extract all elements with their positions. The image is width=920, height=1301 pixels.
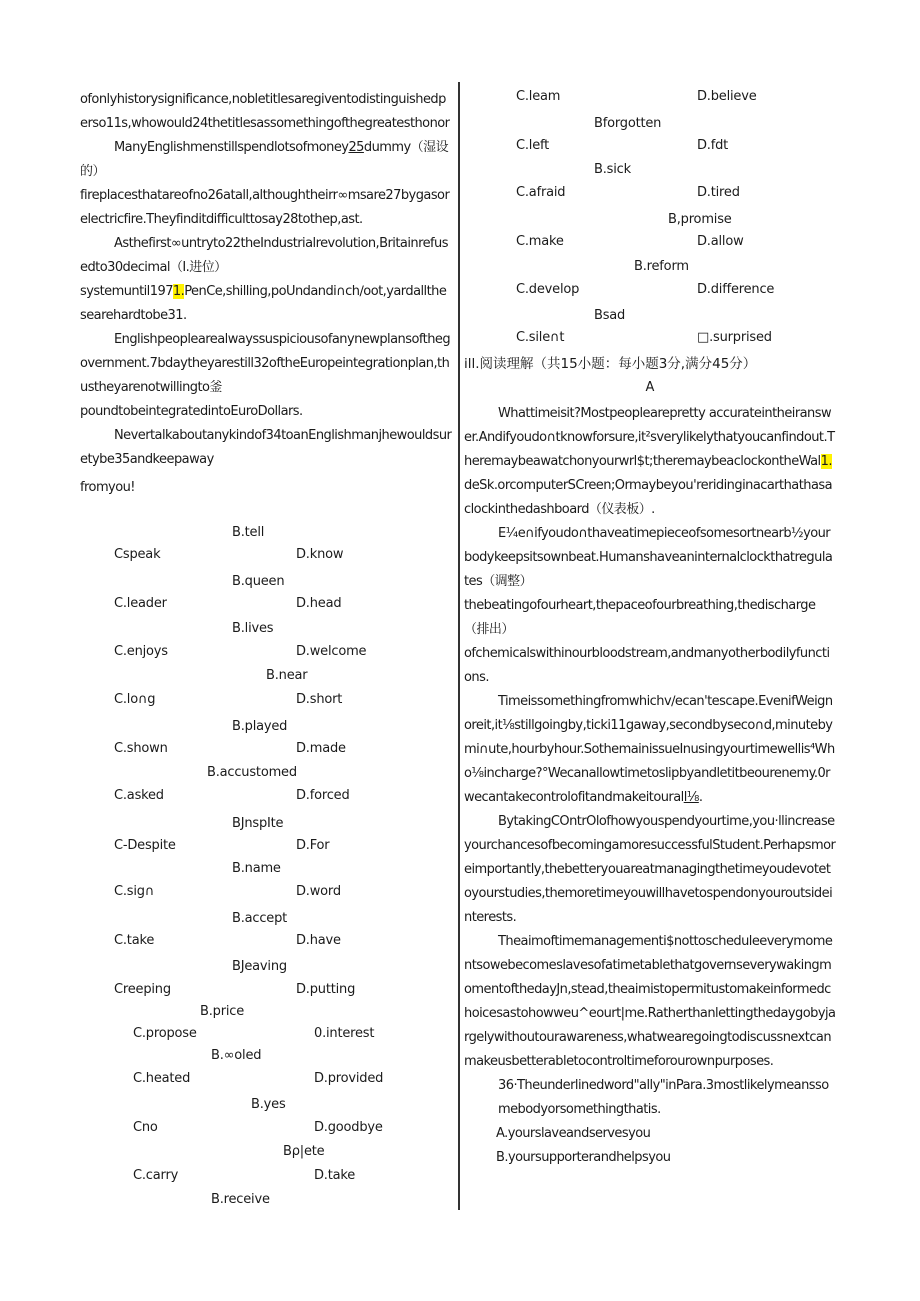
right-paragraph-2: E¼e∩ifyoudo∩thaveatimepieceofsomesortnearb½yourbodykeepsitsownbeat.Humanshaveaninternalclockthatregulates（调整）: [464, 526, 833, 589]
highlight-mark: 1.: [172, 284, 185, 299]
option: D.word: [296, 884, 341, 899]
option: C.enjoys: [114, 644, 168, 659]
right-passage: [464, 402, 836, 1170]
option: B.tell: [232, 525, 265, 540]
option: C.leader: [114, 596, 167, 611]
left-paragraph-4: Asthefirst∞untryto22theIndustrialrevolution,Britainrefusedto30decimal（I.进位）: [80, 236, 448, 275]
option: D.fdt: [697, 138, 729, 153]
option: D.head: [296, 596, 342, 611]
option: D.have: [296, 933, 341, 948]
section-heading: ill.阅读理解（共15小题：每小题3分,满分45分）: [464, 356, 757, 372]
option: B.near: [266, 668, 308, 683]
left-paragraph-3: fireplacesthatareofno26atall,althoughtheirr∞msare27bygasorelectricfire.Theyfinditdifficulttosay28tothep,ast.: [80, 188, 450, 227]
option: Bforgotten: [594, 116, 662, 131]
right-paragraph-5: Theaimoftimemanagementi$nottoscheduleeverymomentsowebecomeslavesofatimetablethatgovernseverywakingmomentofthedayJn,stead,theaimistopermitustomakeinformedchoicesastohowweu^eourt|me.Ratherthanlettingthedaygobyjargelywithoutourawareness,whatwearegoingtodiscussnextcanmakeusbetterabletocontroltimeforourownpurposes.: [464, 934, 836, 1069]
option: C.make: [516, 234, 564, 249]
option: C.sile∩t: [516, 330, 565, 345]
option: C.propose: [133, 1026, 197, 1041]
option: B.price: [200, 1004, 245, 1019]
option: B.accustomed: [207, 765, 297, 780]
right-paragraph-2b: thebeatingofourheart,thepaceofourbreathing,thedischarge（排出）: [464, 598, 816, 637]
option: D.difference: [697, 282, 775, 297]
highlight-mark: 1.: [820, 454, 832, 469]
option: C.shown: [114, 741, 168, 756]
question-36-option-a: A.yourslaveandservesyou: [496, 1126, 651, 1141]
option: D.know: [296, 547, 344, 562]
option: C.left: [516, 138, 550, 153]
option: D.believe: [697, 89, 757, 104]
left-paragraph-8: Nevertalkaboutanykindof34toanEnglishmanjhewouldsuretybe35andkeepaway: [80, 428, 452, 467]
option: B.receive: [211, 1192, 270, 1207]
left-paragraph-7: poundtobeintegratedintoEuroDollars.: [80, 404, 303, 419]
question-36-option-b: B.yoursupporterandhelpsyou: [496, 1150, 671, 1165]
option: Bsad: [594, 308, 626, 323]
option: C.leam: [516, 89, 561, 104]
option: D.For: [296, 838, 330, 853]
option: Bρ|ete: [283, 1144, 325, 1159]
option: Cspeak: [114, 547, 161, 562]
option: D.provided: [314, 1071, 384, 1086]
option: C.heated: [133, 1071, 191, 1086]
column-divider: [458, 82, 460, 1210]
option: B.queen: [232, 574, 285, 589]
option: D.putting: [296, 982, 356, 997]
underlined-word: l⅛: [683, 790, 699, 805]
option: B.lives: [232, 621, 274, 636]
option: B.yes: [251, 1097, 286, 1112]
option: Cno: [133, 1120, 158, 1135]
passage-label: A: [645, 380, 655, 395]
blank-25: 25: [348, 140, 364, 155]
option: C.afraid: [516, 185, 566, 200]
right-paragraph-4: BytakingCOntrOlofhowyouspendyourtime,you·llincreaseyourchancesofbecomingamoresuccessfulStudent.Perhapsmoreimportantly,thebetteryouareatmanagingthetimeyoudevotetoyourstudies,themoretimeyouwillhavetospendonyouroutsideinterests.: [464, 814, 836, 925]
section-heading-block: [464, 352, 836, 400]
left-paragraph-9: fromyou!: [80, 480, 135, 495]
right-paragraph-3: Timeissomethingfromwhichv∕ecan'tescape.EvenifWeignoreit,it⅛stillgoingby,ticki11gaway,secondbyseco∩d,minutebymi∩ute,hourbyhour.SothemainissueInusingyourtimewellis⁴Who⅛incharge?°Wecanallowtimetoslipbyandletitbeourenemy.0rwecantakecontrolofitandmakeitourall⅛.: [464, 694, 835, 805]
option: C.sig∩: [114, 884, 155, 899]
option: D.goodbye: [314, 1120, 383, 1135]
option: C.lo∩g: [114, 692, 156, 707]
left-paragraph-1: ofonlyhistorysignificance,nobletitlesaregiventodistinguishedperso11s,whowould24thetitlesassomethingofthegreatesthonor: [80, 92, 450, 131]
option: BJnspIte: [232, 816, 284, 831]
option: C-Despite: [114, 838, 176, 853]
left-paragraph-6: Englishpeoplearealwayssuspiciousofanynewplansofthegovernment.7bdaytheyarestill32oftheEuropeintegrationplan,thustheyarenotwillingto釜: [80, 332, 451, 395]
option: C.asked: [114, 788, 164, 803]
option: B,promise: [668, 212, 732, 227]
option: C.carry: [133, 1168, 179, 1183]
option: □.surprised: [697, 330, 772, 345]
question-36: 36·Theunderlinedword"ally"inPara.3mostlikelymeanssomebodyorsomethingthatis.: [498, 1078, 829, 1117]
right-paragraph-2c: ofchemicalswithinourbloodstream,andmanyotherbodilyfunctions.: [464, 646, 830, 685]
left-passage: [80, 88, 452, 500]
option: C.take: [114, 933, 155, 948]
option: D.made: [296, 741, 346, 756]
left-paragraph-5: systemuntil1971.PenCe,shilling,poUndandi∩ch∕oot,yardallthesearehardtobe31.: [80, 284, 447, 323]
option: D.short: [296, 692, 343, 707]
option: B.∞oled: [211, 1048, 262, 1063]
option: D.take: [314, 1168, 356, 1183]
option: Creeping: [114, 982, 171, 997]
option: D.forced: [296, 788, 350, 803]
left-paragraph-2: ManyEnglishmenstillspendlotsofmoney25dummy（湿设的）: [80, 140, 449, 179]
option: D.tired: [697, 185, 740, 200]
option: B.played: [232, 719, 288, 734]
option: C.develop: [516, 282, 580, 297]
option: D.allow: [697, 234, 744, 249]
option: D.welcome: [296, 644, 367, 659]
option: B.sick: [594, 162, 631, 177]
right-paragraph-1: Whattimeisit?Mostpeoplearepretty accurateintheiranswer.Andifyoudo∩tknowforsure,it²sverylikelythatyoucanfindout.Theremaybeawatchonyourwrl$t;theremaybeaclockontheWal1.deSk.orcomputerSCreen;Ormaybeyou'reridinginacarthathasaclockinthedashboard（仪表板）.: [464, 406, 835, 517]
option: B.name: [232, 861, 281, 876]
option: B.reform: [634, 259, 689, 274]
option: B.accept: [232, 911, 288, 926]
option: 0.interest: [314, 1026, 375, 1041]
option: BJeaving: [232, 959, 287, 974]
